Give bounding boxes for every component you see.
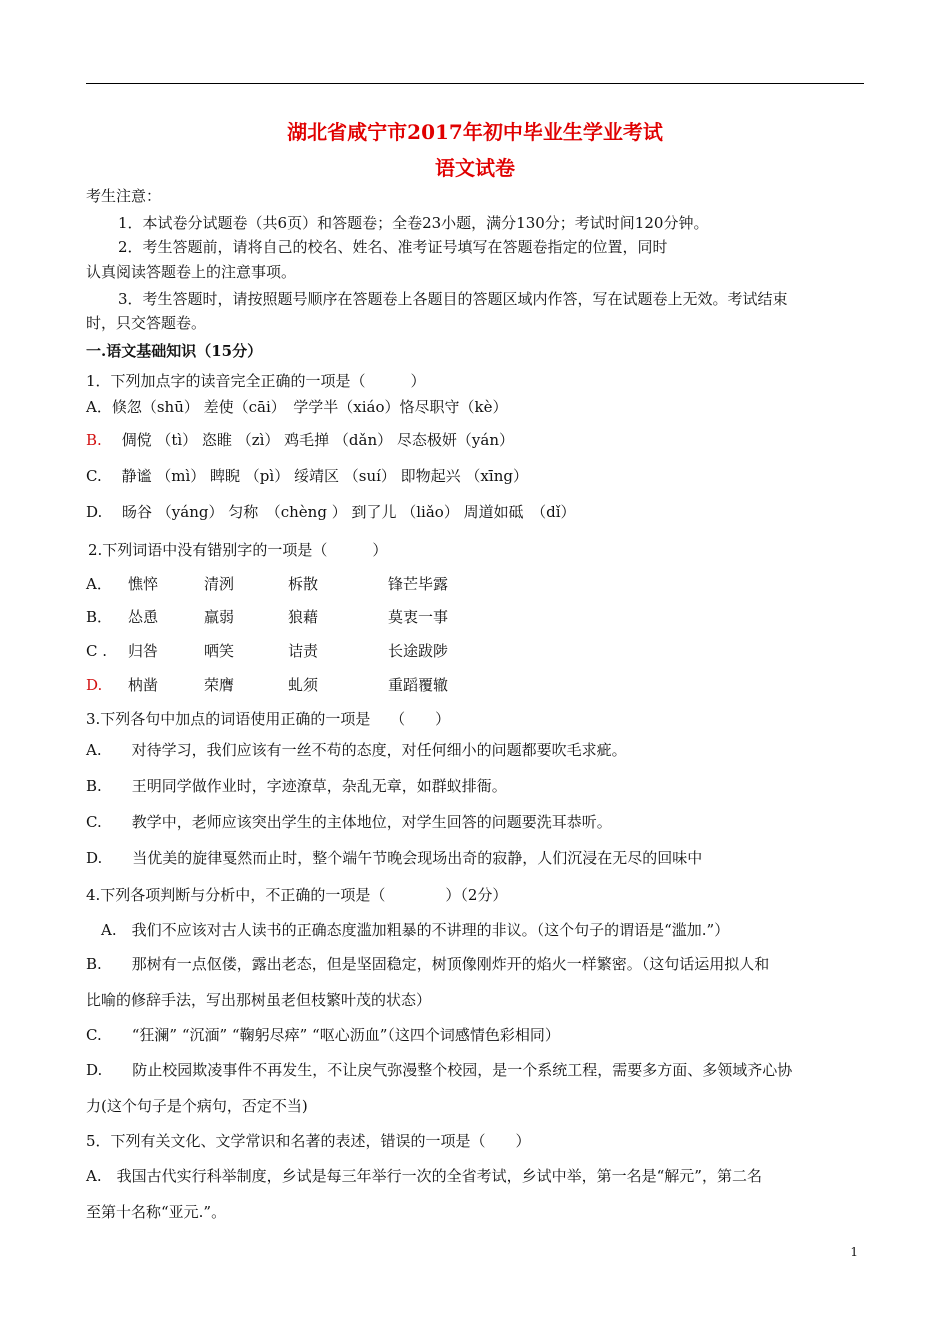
q4-option-b: B. 那树有一点伛偻，露出老态，但是坚固稳定，树顶像刚炸开的焰火一样繁密。（这句话运用拟人和 xyxy=(86,955,770,973)
q2-c-word-2: 哂笑 xyxy=(204,642,235,660)
q2-a-word-1: 憔悴 xyxy=(128,575,159,593)
q2-a-label: A． xyxy=(86,575,112,593)
notice-item-3: 3．考生答题时，请按照题号顺序在答题卷上各题目的答题区域内作答，写在试题卷上无效。考试结束 xyxy=(118,290,788,308)
q2-c-label: C . xyxy=(86,642,108,660)
q2-c-word-1: 归咎 xyxy=(128,642,159,660)
notice-item-1: 1．本试卷分试题卷（共6页）和答题卷；全卷23小题，满分130分；考试时间120分钟。 xyxy=(118,214,709,232)
q2-b-word-3: 狼藉 xyxy=(288,608,319,626)
q5-option-a-cont: 至第十名称“亚元.”。 xyxy=(86,1203,227,1221)
q2-b-word-4: 莫衷一事 xyxy=(388,608,449,626)
notice-heading: 考生注意： xyxy=(86,187,162,205)
q1-stem: 1．下列加点字的读音完全正确的一项是（ ） xyxy=(86,372,426,390)
q1-option-a: A．倏忽（shū） 差使（cāi） 学学半（xiáo）恪尽职守（kè） xyxy=(86,398,508,416)
q3-option-a: A. 对待学习，我们应该有一丝不苟的态度，对任何细小的问题都要吹毛求疵。 xyxy=(86,741,627,759)
exam-subtitle: 语文试卷 xyxy=(435,156,515,180)
q5-option-a: A. 我国古代实行科举制度，乡试是每三年举行一次的全省考试，乡试中举，第一名是“解元”，第二名 xyxy=(86,1167,762,1185)
q2-d-word-3: 虬须 xyxy=(288,676,319,694)
q2-d-word-4: 重蹈覆辙 xyxy=(388,676,449,694)
q3-option-d: D. 当优美的旋律戛然而止时，整个端午节晚会现场出奇的寂静，人们沉浸在无尽的回味中 xyxy=(86,849,703,867)
page-number: 1 xyxy=(850,1245,858,1259)
q1-option-d: D. 旸谷 （yáng） 匀称 （chèng ） 到了儿 （liǎo） 周道如砥 （dǐ） xyxy=(86,503,576,521)
q2-d-label: D. xyxy=(86,676,103,694)
q2-c-word-3: 诘责 xyxy=(288,642,319,660)
q4-stem: 4.下列各项判断与分析中，不正确的一项是（ ）（2分） xyxy=(86,886,508,904)
q1-option-b-label: B. xyxy=(86,431,102,449)
q3-option-c: C. 教学中，老师应该突出学生的主体地位，对学生回答的问题要洗耳恭听。 xyxy=(86,813,612,831)
q3-stem: 3.下列各句中加点的词语使用正确的一项是 （ ） xyxy=(86,710,451,728)
q2-option-a xyxy=(86,574,448,594)
q2-b-word-1: 怂恿 xyxy=(128,608,159,626)
q1-option-b xyxy=(86,430,514,450)
q2-option-b xyxy=(86,607,448,627)
q1-option-b-text: 倜傥 （tì） 恣睢 （zì） 鸡毛掸 （dǎn） 尽态极妍（yán） xyxy=(101,431,514,449)
q4-option-d-cont: 力(这个句子是个病句，否定不当) xyxy=(86,1097,308,1115)
q4-option-c: C. “狂澜” “沉湎” “鞠躬尽瘁” “呕心沥血”（这四个词感情色彩相同） xyxy=(86,1026,560,1044)
q2-d-word-2: 荣膺 xyxy=(204,676,235,694)
q4-option-b-cont: 比喻的修辞手法，写出那树虽老但枝繁叶茂的状态） xyxy=(86,991,432,1009)
q2-c-word-4: 长途跋陟 xyxy=(388,642,449,660)
q2-stem: 2.下列词语中没有错别字的一项是（ ） xyxy=(88,541,388,559)
q4-option-a: A. 我们不应该对古人读书的正确态度滥加粗暴的不讲理的非议。（这个句子的谓语是“滥加.”） xyxy=(86,921,730,939)
section-heading: 一.语文基础知识（15分） xyxy=(86,342,263,360)
q2-a-word-2: 清洌 xyxy=(204,575,235,593)
header-rule xyxy=(86,83,864,84)
q2-a-word-3: 柝散 xyxy=(288,575,319,593)
q2-option-c xyxy=(86,641,448,661)
q4-option-d: D. 防止校园欺凌事件不再发生，不让戾气弥漫整个校园，是一个系统工程，需要多方面、多领域齐心协 xyxy=(86,1061,793,1079)
q2-b-label: B． xyxy=(86,608,113,626)
q2-d-word-1: 枘凿 xyxy=(128,676,159,694)
q2-a-word-4: 锋芒毕露 xyxy=(388,575,449,593)
notice-item-3-cont: 时，只交答题卷。 xyxy=(86,314,207,332)
notice-item-2-cont: 认真阅读答题卷上的注意事项。 xyxy=(86,263,297,281)
notice-item-2: 2．考生答题前，请将自己的校名、姓名、准考证号填写在答题卷指定的位置，同时 xyxy=(118,238,668,256)
q1-option-c: C. 静谧 （mì） 睥睨 （pì） 绥靖区 （suí） 即物起兴 （xīng） xyxy=(86,467,528,485)
q2-b-word-2: 羸弱 xyxy=(204,608,235,626)
q5-stem: 5．下列有关文化、文学常识和名著的表述，错误的一项是（ ） xyxy=(86,1132,531,1150)
q2-option-d xyxy=(86,675,448,695)
exam-title: 湖北省咸宁市2017年初中毕业生学业考试 xyxy=(287,120,663,144)
q3-option-b: B. 王明同学做作业时，字迹潦草，杂乱无章，如群蚁排衙。 xyxy=(86,777,507,795)
